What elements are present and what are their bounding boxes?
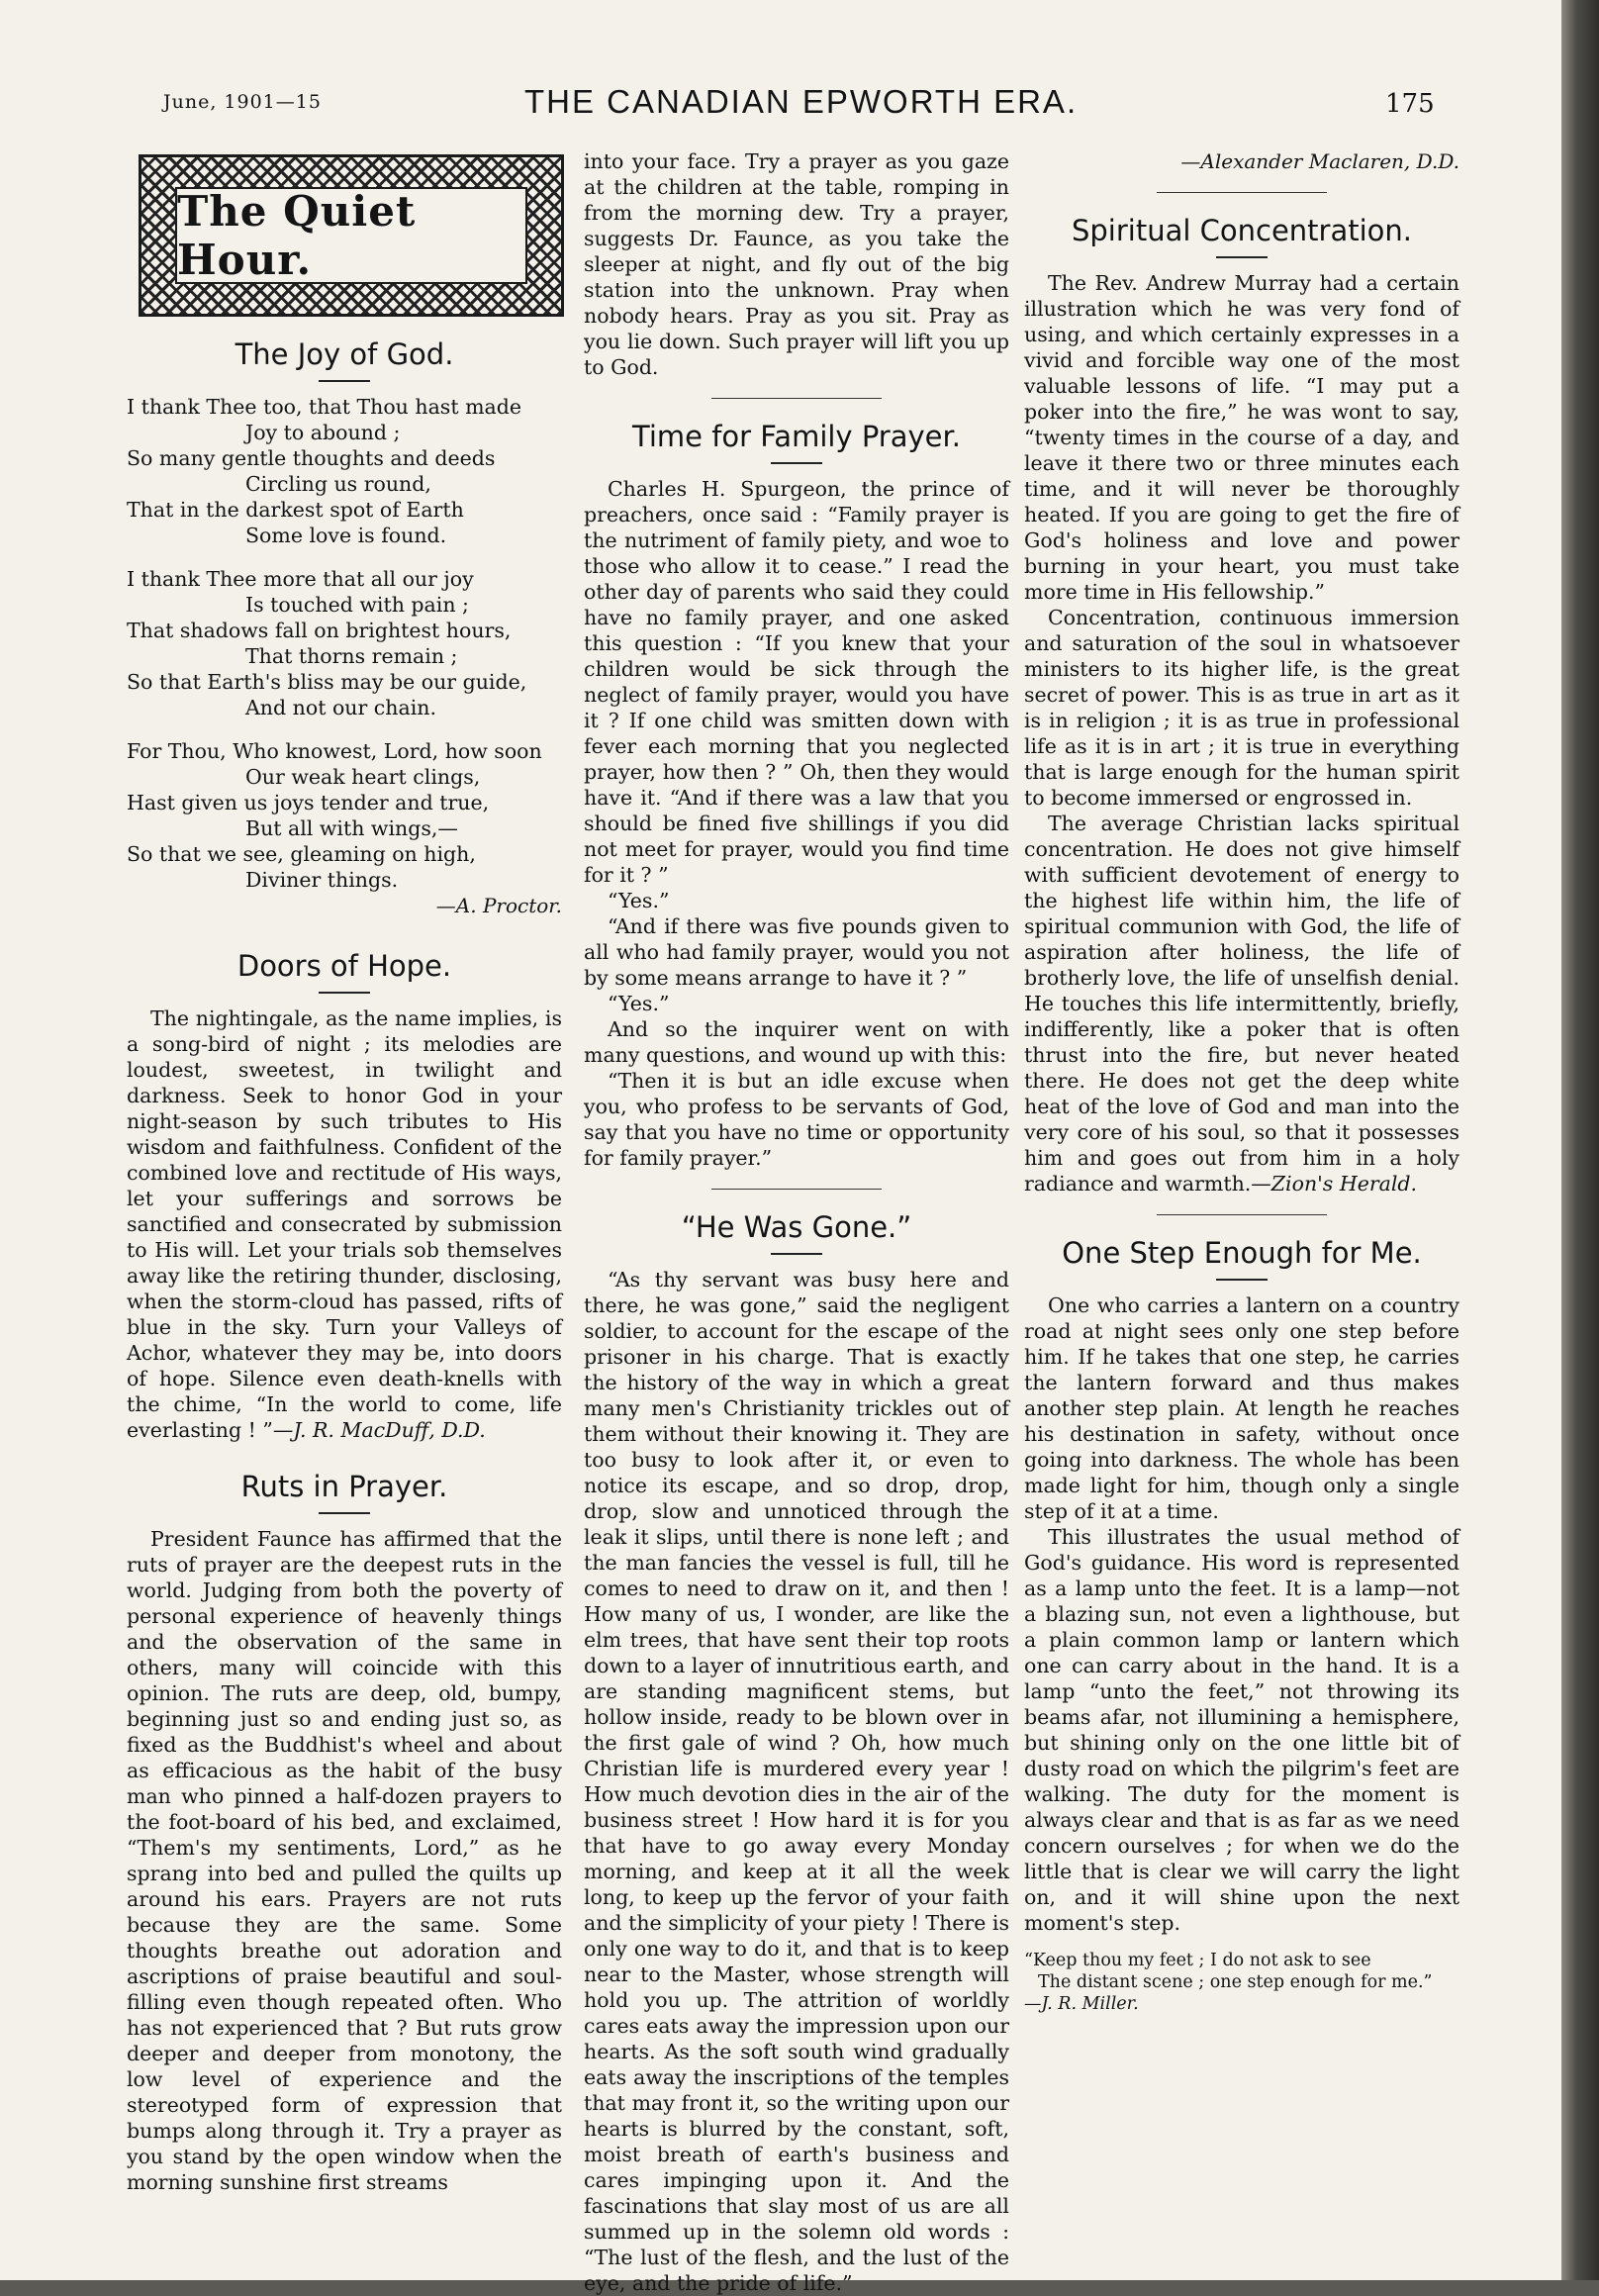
section-separator <box>1157 192 1327 193</box>
joy-of-god-title: The Joy of God. <box>235 337 454 371</box>
poem-line: So that we see, gleaming on high, <box>127 842 476 866</box>
masthead-title: THE CANADIAN EPWORTH ERA. <box>524 83 1079 120</box>
poem-line: So many gentle thoughts and deeds <box>127 446 496 470</box>
section-separator <box>711 398 882 399</box>
book-spine-edge <box>1561 0 1599 2280</box>
ruts-in-prayer-continued: into your face. Try a prayer as you gaze at the children at the table, romping in from the morning dew. Try a prayer, suggests Dr. Faunce, as you take the sleeper at night, and fly out of the big station into the unknown. Pray when nobody hears. Pray as you sit. Pray as you lie down. Such prayer will lift you up to God. <box>584 149 1009 379</box>
quote-line: The distant scene ; one step enough for me.” <box>1038 1972 1433 1992</box>
column-right <box>1024 148 1459 2128</box>
paragraph: “Then it is but an idle excuse when you, who profess to be servants of God, say that you have no time or opportunity for family prayer.” <box>584 1069 1009 1170</box>
title-rule <box>1216 256 1268 258</box>
doors-of-hope-title: Doors of Hope. <box>236 949 452 983</box>
poem-line: That in the darkest spot of Earth <box>127 498 464 522</box>
poem-line: Some love is found. <box>245 524 447 547</box>
poem-line: Diviner things. <box>245 868 399 892</box>
paragraph: The Rev. Andrew Murray had a certain illustration which he was very fond of using, and which certainly expresses in a vivid and forcible way one of the most valuable lessons of life. “I may put a poker into the fire,” he was wont to say, “twenty times in the course of a day, and leave it there two or three minutes each time, and it will never be thoroughly heated. If you are going to get the fire of God's holiness and love and power burning in your heart, you must take more time in His fellowship.” <box>1024 271 1459 604</box>
title-rule <box>319 380 370 382</box>
poem-line: I thank Thee more that all our joy <box>127 567 474 591</box>
poem-line: I thank Thee too, that Thou hast made <box>127 395 521 419</box>
ruts-in-prayer-title: Ruts in Prayer. <box>240 1470 448 1503</box>
family-prayer-title: Time for Family Prayer. <box>632 420 961 453</box>
closing-quote <box>1024 1950 1459 2015</box>
poem-line: That thorns remain ; <box>245 644 458 668</box>
title-rule <box>319 992 370 994</box>
concentration-title: Spiritual Concentration. <box>1071 214 1413 247</box>
section-separator <box>1157 1214 1327 1215</box>
quote-line: “Keep thou my feet ; I do not ask to see <box>1024 1951 1371 1970</box>
ruts-in-prayer-text: President Faunce has affirmed that the ruts of prayer are the deepest ruts in the world. Judging from both the poverty of personal experience of heavenly things and the observation of the same in others, many will coincide with this opinion. The ruts are deep, old, bumpy, beginning just so and ending just so, as fixed as the Buddhist's wheel and about as efficacious as the habit of the busy man who pinned a half-dozen prayers to the foot-board of his bed, and exclaimed, “Them's my sentiments, Lord,” as he sprang into bed and pulled the quilts up around his ears. Prayers are not ruts because they are the same. Some thoughts breathe out adoration and ascriptions of praise beautiful and soul-filling even though repeated often. Who has not experienced that ? But ruts grow deeper and deeper from monotony, the low level of experience and the stereotyped form of expression that bumps along through it. Try a prayer as you stand by the open window when the morning sunshine first streams <box>127 1527 562 2194</box>
article-credit: —J. R. MacDuff, D.D. <box>272 1418 486 1442</box>
column-middle <box>584 148 1009 2295</box>
section-separator <box>711 1189 882 1190</box>
issue-date: June, 1901—15 <box>163 91 322 113</box>
title-rule <box>771 1253 822 1255</box>
title-rule <box>319 1512 370 1514</box>
poem-stanza <box>127 738 562 893</box>
page-number: 175 <box>1385 89 1435 119</box>
doors-of-hope-text: The nightingale, as the name implies, is a song-bird of night ; its melodies are loudest, sweetest, in twilight and darkness. Seek to honor God in your night-season by such tributes to His wisdom and faithfulness. Confident of the combined love and rectitude of His ways, let your sufferings and sorrows be sanctified and consecrated by submission to His will. Let your trials sob themselves away like the retiring thunder, disclosing, when the storm-cloud has passed, rifts of blue in the sky. Turn your Valleys of Achor, whatever they may be, into doors of hope. Silence even death-knells with the chime, “In the world to come, life everlasting ! ”—J. R. MacDuff, D.D. <box>127 1006 562 1442</box>
poem-line: And not our chain. <box>245 696 436 719</box>
paragraph: Concentration, continuous immersion and saturation of the soul in whatsoever ministers to its higher life, is the great secret of power. This is as true in art as it is in religion ; it is as true in professional life as it is in art ; it is true in everything that is large enough for the human spirit to become immersed or engrossed in. <box>1024 606 1459 810</box>
poem-line: Circling us round, <box>245 472 431 496</box>
article-credit: —Zion's Herald. <box>1251 1172 1418 1196</box>
poem-line: So that Earth's bliss may be our guide, <box>127 670 527 694</box>
paragraph: The average Christian lacks spiritual concentration. He does not give himself with sufficient devotement of energy to the highest life within him, the life of spiritual communion with God, the life of aspiration after holiness, the life of brotherly love, the life of unselfish denial. He touches this life intermittently, briefly, indifferently, like a poker that is often thrust into the fire, but never heated there. He does not get the deep white heat of the love of God and man into the very core of his soul, so that it possesses him and goes out from him in a holy radiance and warmth.—Zion's Herald. <box>1024 812 1459 1196</box>
one-step-title: One Step Enough for Me. <box>1062 1236 1422 1270</box>
article-credit: —Alexander Maclaren, D.D. <box>1180 149 1459 173</box>
banner-title: The Quiet Hour. <box>177 187 417 284</box>
paragraph: “Yes.” <box>608 992 670 1015</box>
poem-line: For Thou, Who knowest, Lord, how soon <box>127 739 542 763</box>
paragraph: Charles H. Spurgeon, the prince of preachers, once said : “Family prayer is the nutriment of family piety, and woe to those who allow it to cease.” I read the other day of parents who said they could have no family prayer, and one asked this question : “If you knew that your children would be sick through the neglect of family prayer, would you have it ? If one child was smitten down with fever each morning that you neglected prayer, how then ? ” Oh, then they would have it. “And if there was a law that you should be fined five shillings if you did not meet for prayer, would you find time for it ? ” <box>584 477 1009 887</box>
poem-line: But all with wings,— <box>245 816 458 840</box>
title-rule <box>1216 1279 1268 1281</box>
he-was-gone-title: “He Was Gone.” <box>681 1210 912 1244</box>
poem-line: Is touched with pain ; <box>245 593 469 617</box>
paragraph: This illustrates the usual method of God's guidance. His word is represented as a lamp unto the feet. It is a lamp—not a blazing sun, not even a lighthouse, but a plain common lamp or lantern which one can carry about in the hand. It is a lamp “unto the feet,” not throwing its beams afar, not illumining a hemisphere, but shining only on the one little bit of dusty road on which the pilgrim's feet are walking. The duty for the moment is always clear and that is as far as we need concern ourselves ; for when we do the little that is clear we will carry the light on, and it will shine upon the next moment's step. <box>1024 1525 1459 1935</box>
poem-line: That shadows fall on brightest hours, <box>127 619 512 642</box>
poem-line: Our weak heart clings, <box>245 765 481 789</box>
paragraph: “Yes.” <box>608 889 670 912</box>
title-rule <box>771 462 822 464</box>
poem-stanza <box>127 394 562 548</box>
quiet-hour-banner <box>139 154 564 317</box>
paragraph: And so the inquirer went on with many questions, and wound up with this: <box>584 1017 1009 1067</box>
paragraph: “And if there was five pounds given to all who had family prayer, would you not by some means arrange to have it ? ” <box>584 914 1009 990</box>
poem-credit: —A. Proctor. <box>435 894 562 917</box>
he-was-gone-text: “As thy servant was busy here and there, he was gone,” said the negligent soldier, to account for the escape of the prisoner in his charge. That is exactly the history of the way in which a great many men's Christianity trickles out of them without their knowing it. They are too busy to look after it, or even to notice its escape, and so drop, drop, drop, slow and unnoticed through the leak it slips, until there is none left ; and the man fancies the vessel is full, till he comes to need to draw on it, and then ! How many of us, I wonder, are like the elm trees, that have sent their top roots down to a layer of innutritious earth, and are standing magnificent stems, but hollow inside, ready to be blown over in the first gale of wind ? Oh, how much Christian life is murdered every year ! How much devotion dies in the air of the business street ! How hard it is for you that have to go away every Monday morning, and keep at it all the week long, to keep up the fervor of your faith and the simplicity of your piety ! There is only one way to do it, and that is to keep near to the Master, whose strength will hold you up. The attrition of worldly cares eats away the impression upon our hearts. As the soft south wind gradually eats away the inscriptions of the temples that may front it, so the writing upon our hearts is blurred by the constant, soft, moist breath of earth's business and cares impinging upon it. And the fascinations that slay most of us are all summed up in the solemn old words : “The lust of the flesh, and the lust of the eye, and the pride of life.” <box>584 1268 1009 2295</box>
paragraph: One who carries a lantern on a country road at night sees only one step before him. If he takes that one step, he carries the lantern forward and thus makes another step plain. At length he reaches his destination in safety, without once going into darkness. The whole has been made light for him, though only a single step of it at a time. <box>1024 1293 1459 1523</box>
poem-line: Hast given us joys tender and true, <box>127 791 490 814</box>
poem-stanza <box>127 566 562 720</box>
poem-line: Joy to abound ; <box>245 421 401 444</box>
quote-credit: —J. R. Miller. <box>1024 1994 1139 2014</box>
column-left <box>127 148 562 2194</box>
running-header <box>0 83 1561 133</box>
